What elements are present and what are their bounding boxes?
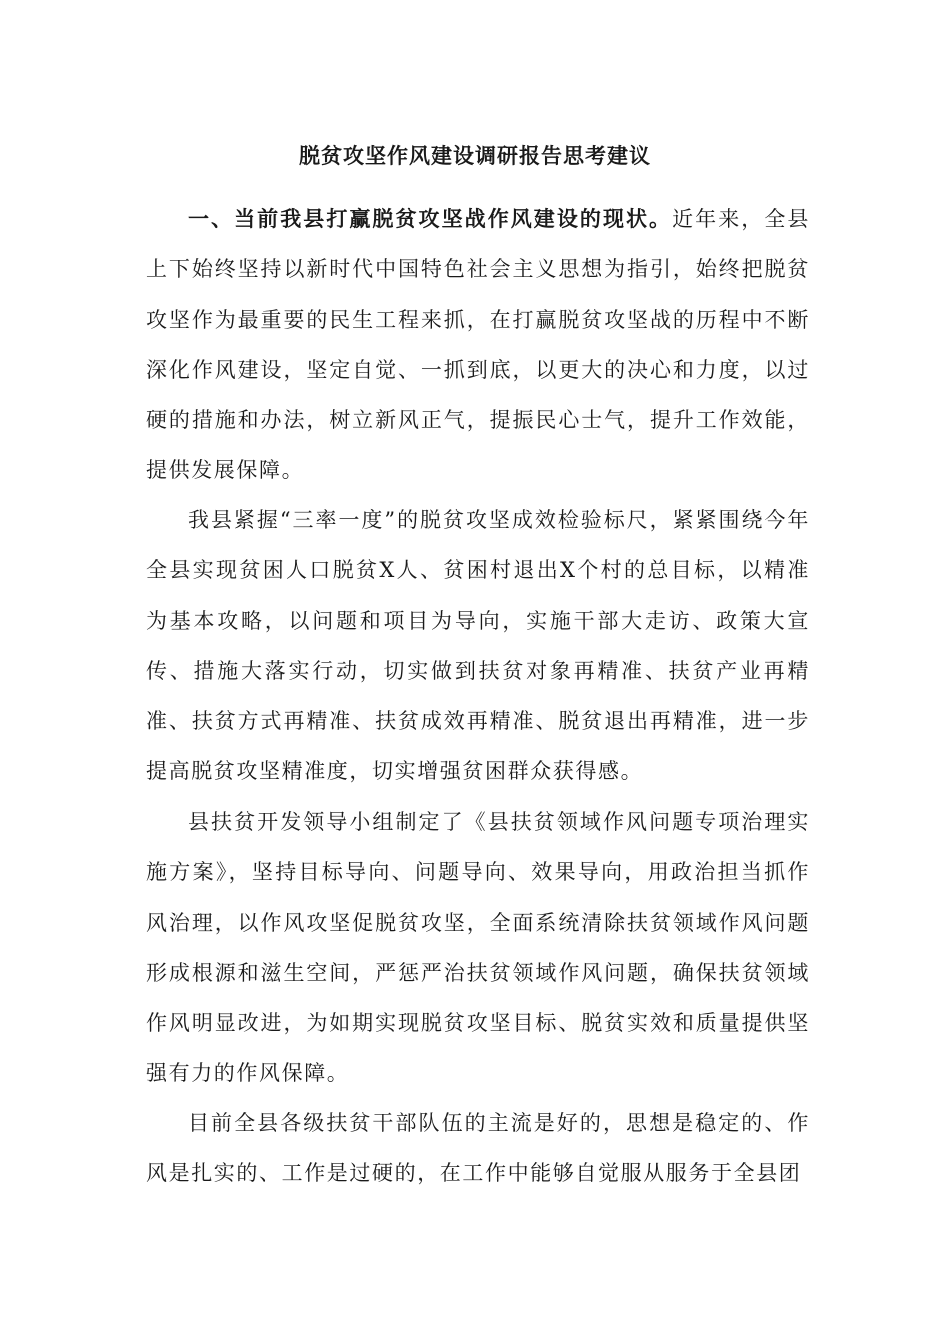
section-heading: 一、当前我县打赢脱贫攻坚战作风建设的现状。 [188,206,673,231]
paragraph-1-text: 近年来，全县上下始终坚持以新时代中国特色社会主义思想为指引，始终把脱贫攻坚作为最重要的民生工程来抓，在打赢脱贫攻坚战的历程中不断深化作风建设，坚定自觉、一抓到底，以更大的决心和力度，以过硬的措施和办法，树立新风正气，提振民心士气，提升工作效能，提供发展保障。 [146,207,810,483]
document-title: 脱贫攻坚作风建设调研报告思考建议 [299,143,651,168]
paragraph-4: 目前全县各级扶贫干部队伍的主流是好的，思想是稳定的、作风是扎实的、工作是过硬的，在工作中能够自觉服从服务于全县团 [146,1111,810,1186]
paragraph-2: 我县紧握“三率一度”的脱贫攻坚成效检验标尺，紧紧围绕今年全县实现贫困人口脱贫X人、贫困村退出X个村的总目标，以精准为基本攻略，以问题和项目为导向，实施干部大走访、政策大宣传、措施大落实行动，切实做到扶贫对象再精准、扶贫产业再精准、扶贫方式再精准、扶贫成效再精准、脱贫退出再精准，进一步提高脱贫攻坚精准度，切实增强贫困群众获得感。 [146,508,810,784]
paragraph-3-block [146,797,810,1099]
paragraph-3: 县扶贫开发领导小组制定了《县扶贫领域作风问题专项治理实施方案》，坚持目标导向、问题导向、效果导向，用政治担当抓作风治理，以作风攻坚促脱贫攻坚，全面系统清除扶贫领域作风问题形成根源和滋生空间，严惩严治扶贫领域作风问题，确保扶贫领域作风明显改进，为如期实现脱贫攻坚目标、脱贫实效和质量提供坚强有力的作风保障。 [146,810,810,1086]
paragraph-4-block [146,1098,810,1199]
paragraph-1-block [146,194,810,496]
paragraph-1 [146,194,810,496]
paragraph-2-block [146,495,810,797]
